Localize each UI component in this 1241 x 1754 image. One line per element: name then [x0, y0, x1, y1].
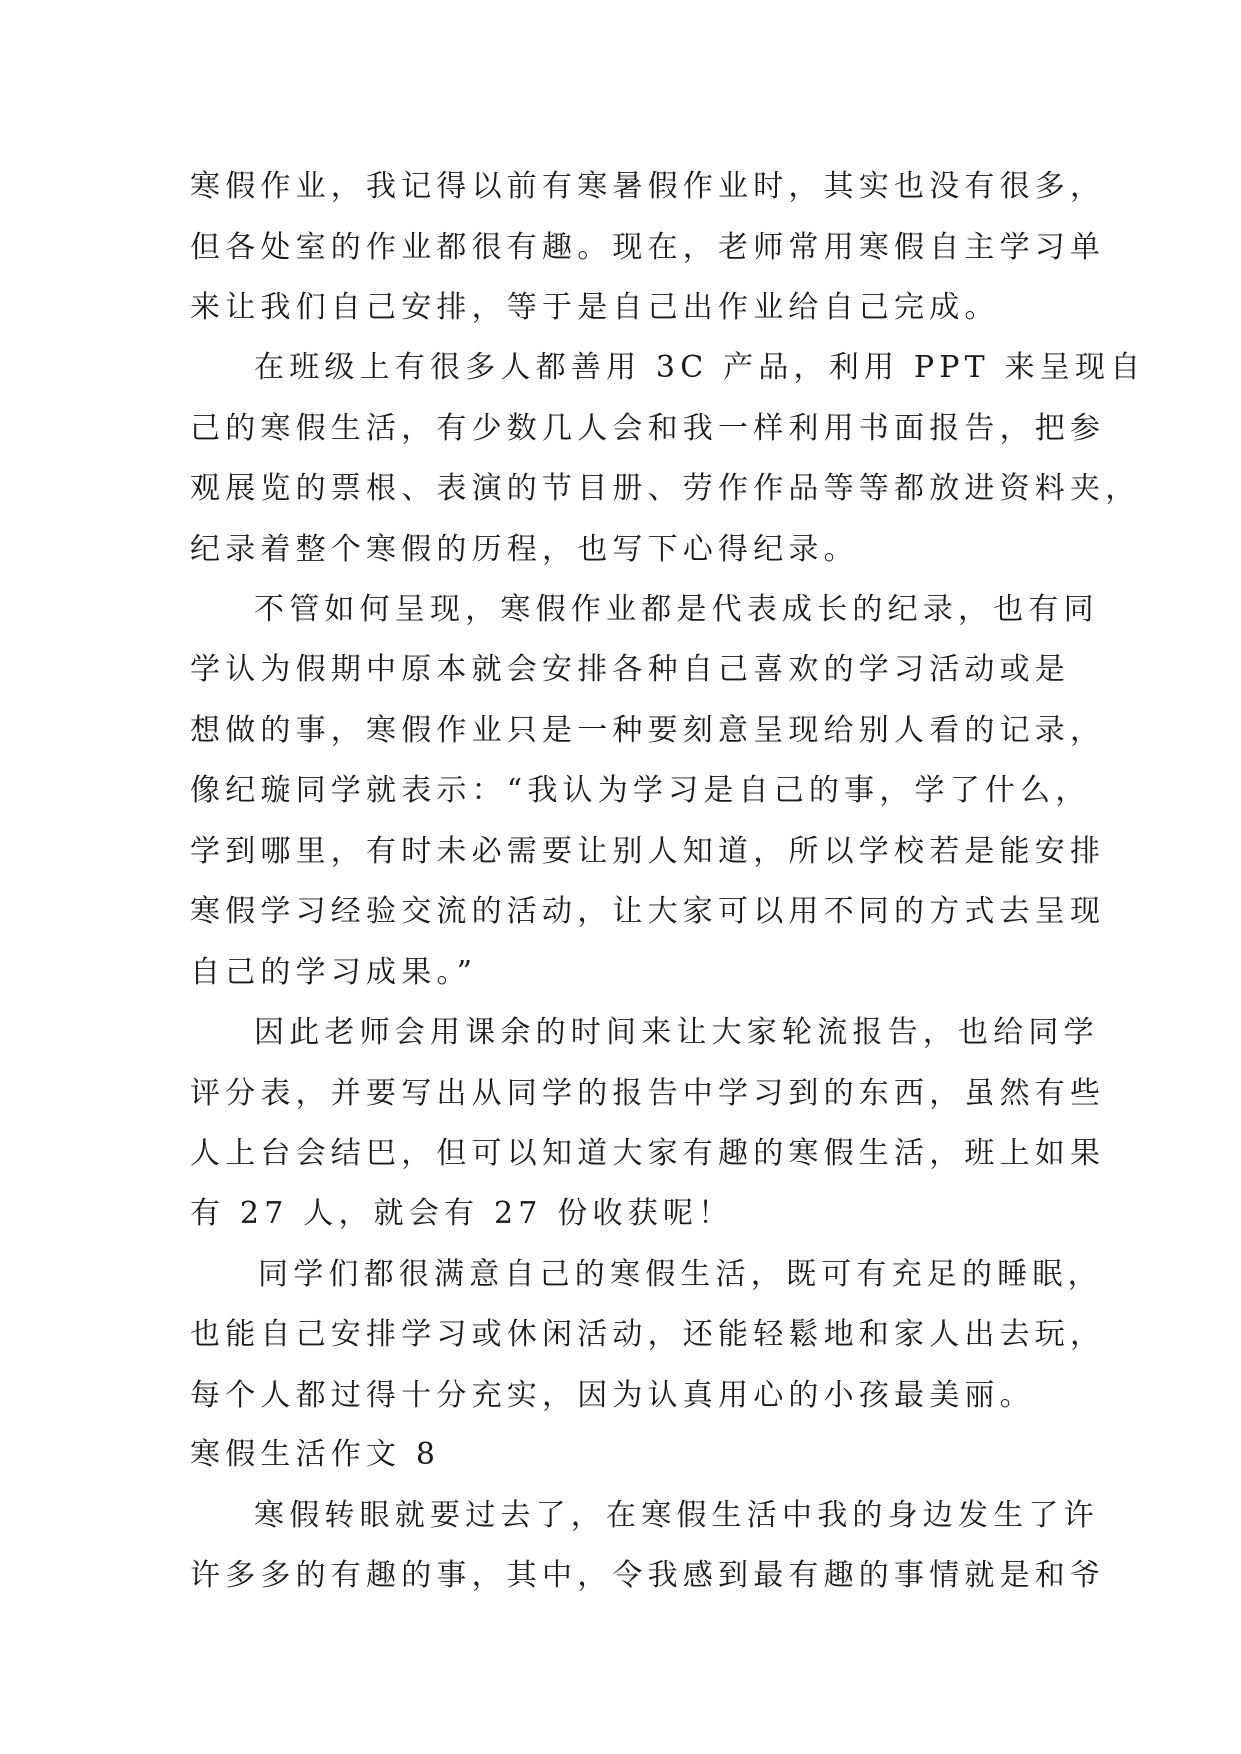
text-line: 有 27 人，就会有 27 份收获呢！ [190, 1196, 734, 1231]
text-line: 来让我们自己安排，等于是自己出作业给自己完成。 [190, 290, 1000, 325]
text-line: 想做的事，寒假作业只是一种要刻意呈现给别人看的记录， [190, 713, 1106, 748]
text-line: 评分表，并要写出从同学的报告中学习到的东西，虽然有些 [190, 1076, 1106, 1111]
text-line: 人上台会结巴，但可以知道大家有趣的寒假生活，班上如果 [190, 1136, 1106, 1171]
text-line: 己的寒假生活，有少数几人会和我一样利用书面报告，把参 [190, 411, 1106, 446]
text-line: 也能自己安排学习或休闲活动，还能轻鬆地和家人出去玩， [190, 1317, 1106, 1352]
text-line: 寒假作业，我记得以前有寒暑假作业时，其实也没有很多， [190, 169, 1106, 204]
paragraph-first-line: 因此老师会用课余的时间来让大家轮流报告，也给同学 [254, 1015, 1099, 1050]
text-line: 像纪璇同学就表示：“我认为学习是自己的事，学了什么， [190, 773, 1091, 808]
text-line: 学认为假期中原本就会安排各种自己喜欢的学习活动或是 [190, 652, 1070, 687]
text-line: 每个人都过得十分充实，因为认真用心的小孩最美丽。 [190, 1378, 1035, 1413]
text-line: 自己的学习成果。” [190, 955, 478, 990]
text-line: 寒假学习经验交流的活动，让大家可以用不同的方式去呈现 [190, 894, 1106, 929]
paragraph-first-line: 在班级上有很多人都善用 3C 产品，利用 PPT 来呈现自 [254, 350, 1146, 385]
text-line: 但各处室的作业都很有趣。现在，老师常用寒假自主学习单 [190, 230, 1106, 265]
text-line: 学到哪里，有时未必需要让别人知道，所以学校若是能安排 [190, 834, 1106, 869]
section-heading: 寒假生活作文 8 [190, 1437, 441, 1472]
paragraph-first-line: 同学们都很满意自己的寒假生活，既可有充足的睡眠， [258, 1257, 1103, 1292]
text-line: 许多多的有趣的事，其中，令我感到最有趣的事情就是和爷 [190, 1558, 1106, 1593]
paragraph-first-line: 寒假转眼就要过去了，在寒假生活中我的身边发生了许 [254, 1498, 1099, 1533]
text-line: 观展览的票根、表演的节目册、劳作作品等等都放进资料夹， [190, 471, 1141, 506]
text-line: 纪录着整个寒假的历程，也写下心得纪录。 [190, 532, 859, 567]
paragraph-first-line: 不管如何呈现，寒假作业都是代表成长的纪录，也有同 [254, 592, 1099, 627]
